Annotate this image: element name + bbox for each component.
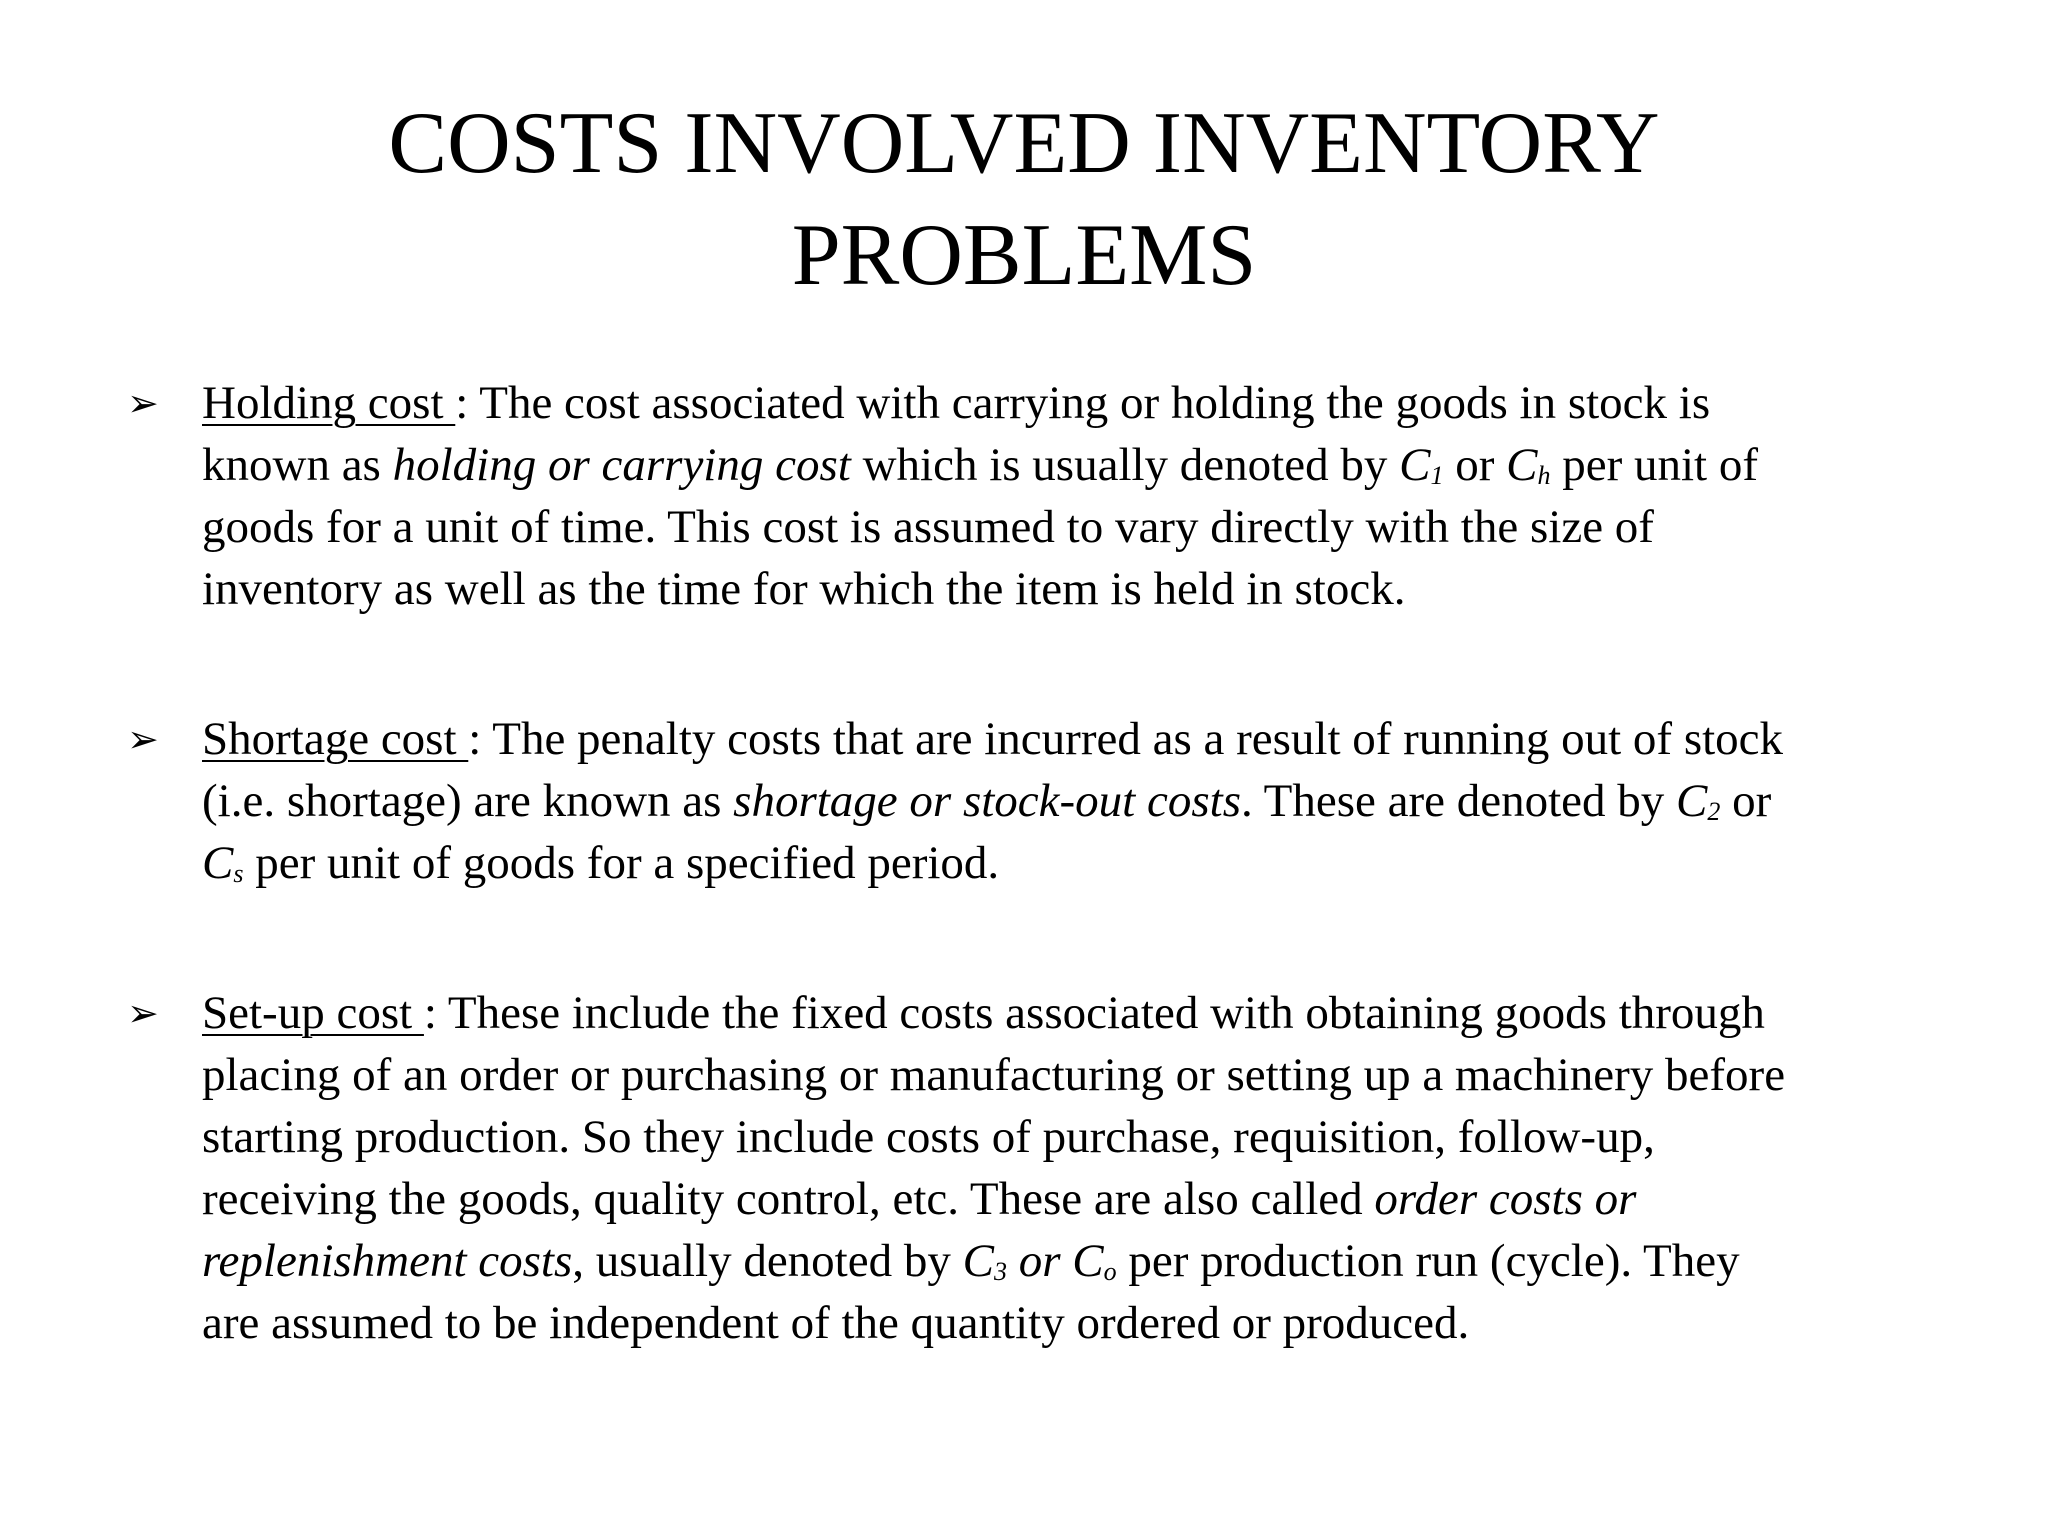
text-run: per production run (cycle). They	[1116, 1235, 1740, 1287]
text-line	[202, 832, 2048, 894]
symbol-subscript: h	[1537, 461, 1551, 490]
text-line	[202, 982, 2048, 1044]
symbol-subscript: s	[233, 859, 244, 888]
shortage-cost-term: Shortage cost	[202, 713, 469, 765]
text-line: inventory as well as the time for which the item is held in stock.	[202, 563, 1406, 615]
text-run: : These include the fixed costs associated with obtaining goods through	[423, 987, 1765, 1039]
text-run: per unit of	[1550, 439, 1758, 491]
symbol-subscript: 2	[1707, 797, 1721, 826]
arrow-bullet-icon: ➢	[127, 717, 159, 761]
symbol: C	[1506, 439, 1538, 491]
text-run: : The penalty costs that are incurred as a result of running out of stock	[468, 713, 1784, 765]
text-run: (i.e. shortage) are known as	[202, 775, 734, 827]
text-line	[202, 770, 2048, 832]
text-line: are assumed to be independent of the quantity ordered or produced.	[202, 1297, 1470, 1349]
italic-term: replenishment costs	[202, 1235, 573, 1287]
title-line-2: PROBLEMS	[791, 207, 1257, 304]
holding-cost-term: Holding cost	[202, 377, 456, 429]
title-line-1: COSTS INVOLVED INVENTORY	[388, 95, 1660, 192]
italic-term: order costs or	[1374, 1173, 1637, 1225]
symbol-subscript: 1	[1430, 461, 1444, 490]
shortage-cost-text	[202, 708, 2048, 894]
arrow-bullet-icon: ➢	[127, 381, 159, 425]
arrow-bullet-icon: ➢	[127, 991, 159, 1035]
symbol: C	[202, 837, 234, 889]
text-line	[202, 372, 2048, 434]
symbol: C	[962, 1235, 994, 1287]
text-run: , usually denoted by	[572, 1235, 963, 1287]
text-run: or	[1443, 439, 1507, 491]
text-run: . These are denoted by	[1241, 775, 1677, 827]
text-line	[202, 1230, 2048, 1292]
text-run: or	[1720, 775, 1772, 827]
italic-term: holding or carrying cost	[392, 439, 851, 491]
symbol: C	[1072, 1235, 1104, 1287]
setup-cost-term: Set-up cost	[202, 987, 424, 1039]
symbol-subscript: o	[1103, 1257, 1117, 1286]
symbol: C	[1399, 439, 1431, 491]
text-run: : The cost associated with carrying or holding the goods in stock is	[455, 377, 1711, 429]
text-run: per unit of goods for a specified period.	[243, 837, 1000, 889]
text-line	[202, 1168, 2048, 1230]
setup-cost-text	[202, 982, 2048, 1354]
text-run: which is usually denoted by	[850, 439, 1400, 491]
text-line: starting production. So they include costs of purchase, requisition, follow-up,	[202, 1111, 1655, 1163]
text-line	[202, 708, 2048, 770]
italic-term: shortage or stock-out costs	[733, 775, 1241, 827]
text-run: receiving the goods, quality control, etc. These are also called	[202, 1173, 1375, 1225]
text-line	[202, 434, 2048, 496]
text-line: goods for a unit of time. This cost is assumed to vary directly with the size of	[202, 501, 1654, 553]
symbol-subscript: 3	[993, 1257, 1007, 1286]
text-run: or	[1006, 1235, 1073, 1287]
text-run: known as	[202, 439, 393, 491]
slide-title	[0, 88, 2048, 312]
text-line: placing of an order or purchasing or manufacturing or setting up a machinery before	[202, 1049, 1786, 1101]
holding-cost-text	[202, 372, 2048, 620]
symbol: C	[1676, 775, 1708, 827]
